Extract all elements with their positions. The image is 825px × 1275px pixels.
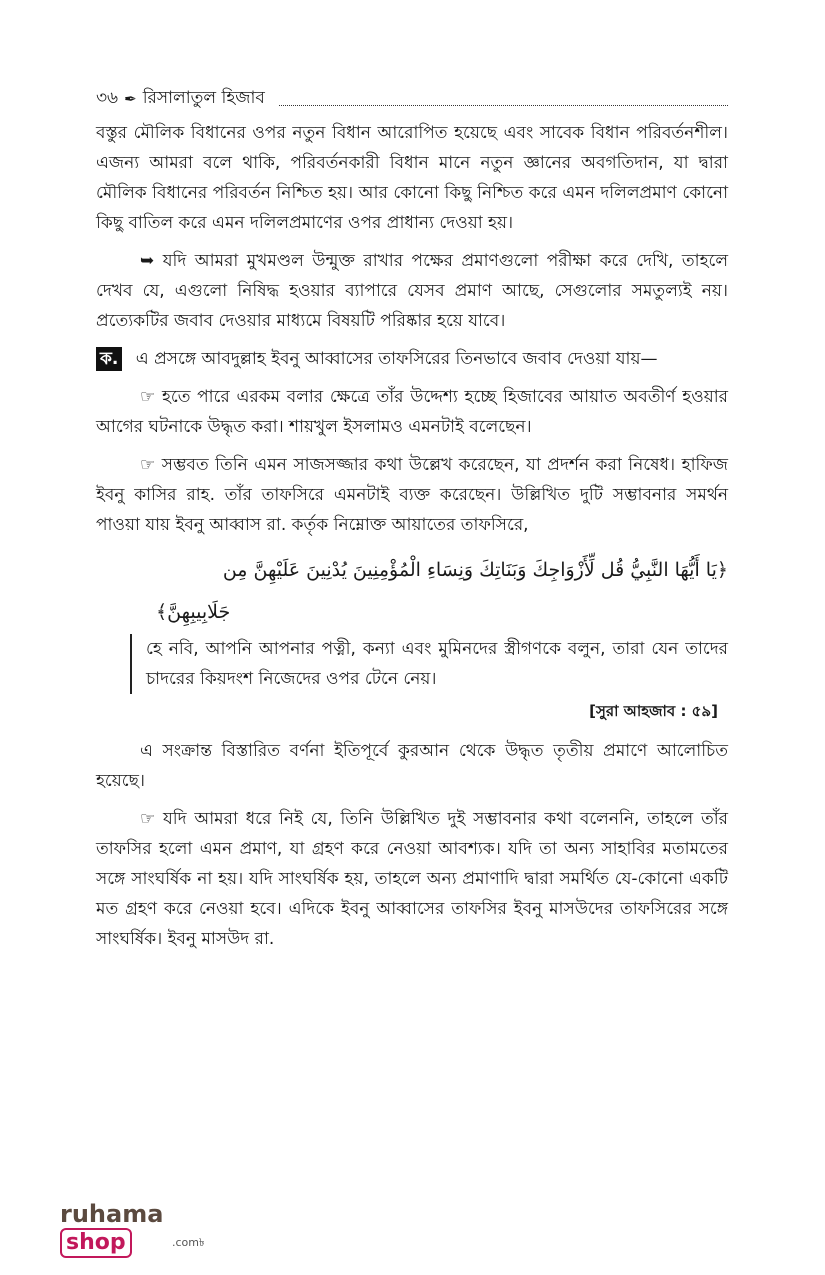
paragraph-7-text: যদি আমরা ধরে নিই যে, তিনি উল্লিখিত দুই সম্ভাবনার কথা বলেননি, তাহলে তাঁর তাফসির হলো এমন প্রমাণ, যা গ্রহণ করে নেওয়া আবশ্যক। যদি তা অন্য সাহাবির মতামতের সঙ্গে সাংঘর্ষিক না হয়। যদি সাংঘর্ষিক হয়, তাহলে অন্য প্রমাণাদি দ্বারা সমর্থিত যে-কোনো একটি মত গ্রহণ করে নেওয়া হবে। এদিকে ইবনু আব্বাসের তাফসির ইবনু মাসউদের তাফসিরের সঙ্গে সাংঘর্ষিক। ইবনু মাসউদ রা. <box>96 809 728 949</box>
arrow-bullet-icon: ➥ <box>140 251 155 271</box>
paragraph-2 <box>96 246 728 336</box>
verse-reference: [সুরা আহজাব : ৫৯] <box>589 702 718 720</box>
header-dotted-rule <box>279 105 728 106</box>
arabic-verse-line-2: جَلَابِيبِهِنَّ﴾ <box>156 601 231 623</box>
logo-brand-text: ruhama <box>60 1200 164 1228</box>
paragraph-3-text: এ প্রসঙ্গে আবদুল্লাহ ইবনু আব্বাসের তাফসিরের তিনভাবে জবাব দেওয়া যায়— <box>135 349 658 369</box>
paragraph-3 <box>96 344 728 374</box>
paragraph-1: বস্তুর মৌলিক বিধানের ওপর নতুন বিধান আরোপিত হয়েছে এবং সাবেক বিধান পরিবর্তনশীল। এজন্য আমরা বলে থাকি, পরিবর্তনকারী বিধান মানে নতুন জ্ঞানের অবগতিদান, যা দ্বারা মৌলিক বিধানের পরিবর্তন নিশ্চিত হয়। আর কোনো কিছু নিশ্চিত করে এমন দলিলপ্রমাণ কোনো কিছু বাতিল করে এমন দলিলপ্রমাণের ওপর প্রাধান্য দেওয়া হয়। <box>96 123 728 233</box>
pointing-hand-icon: ☞ <box>140 387 156 407</box>
paragraph-6: এ সংক্রান্ত বিস্তারিত বর্ণনা ইতিপূর্বে কুরআন থেকে উদ্ধৃত তৃতীয় প্রমাণে আলোচিত হয়েছে। <box>96 741 728 791</box>
running-header <box>96 84 728 114</box>
pen-nib-icon: ✒ <box>124 90 137 108</box>
section-badge: ক. <box>96 347 122 371</box>
paragraph-2-text: যদি আমরা মুখমণ্ডল উন্মুক্ত রাখার পক্ষের প্রমাণগুলো পরীক্ষা করে দেখি, তাহলে দেখব যে, এগুলো নিষিদ্ধ হওয়ার ব্যাপারে যেসব প্রমাণ আছে, সেগুলোর সমতুল্যই নয়। প্রত্যেকটির জবাব দেওয়ার মাধ্যমে বিষয়টি পরিষ্কার হয়ে যাবে। <box>96 251 729 331</box>
arabic-verse-line-1: ﴿يَا أَيُّهَا النَّبِيُّ قُل لِّأَزْوَاجِكَ وَبَنَاتِكَ وَنِسَاءِ الْمُؤْمِنِينَ يُدْنِينَ عَلَيْهِنَّ مِن <box>222 559 728 581</box>
paragraph-4-text: হতে পারে এরকম বলার ক্ষেত্রে তাঁর উদ্দেশ্য হচ্ছে হিজাবের আয়াত অবতীর্ণ হওয়ার আগের ঘটনাকে উদ্ধৃত করা। শায়খুল ইসলামও এমনটাই বলেছেন। <box>96 387 729 437</box>
pointing-hand-icon: ☞ <box>140 809 156 829</box>
verse-translation: হে নবি, আপনি আপনার পত্নী, কন্যা এবং মুমিনদের স্ত্রীগণকে বলুন, তারা যেন তাদের চাদরের কিয়দংশ নিজেদের ওপর টেনে নেয়। <box>130 634 728 694</box>
paragraph-5-text: সম্ভবত তিনি এমন সাজসজ্জার কথা উল্লেখ করেছেন, যা প্রদর্শন করা নিষেধ। হাফিজ ইবনু কাসির রাহ. তাঁর তাফসিরে এমনটাই ব্যক্ত করেছেন। উল্লিখিত দুটি সম্ভাবনার সমর্থন পাওয়া যায় ইবনু আব্বাস রা. কর্তৃক নিম্নোক্ত আয়াতের তাফসিরে, <box>96 455 728 535</box>
pointing-hand-icon: ☞ <box>140 455 156 475</box>
paragraph-5 <box>96 450 728 540</box>
logo-domain-text: .com৳ <box>172 1236 205 1249</box>
paragraph-4 <box>96 382 728 442</box>
book-title: রিসালাতুল হিজাব <box>142 88 265 108</box>
ruhamashop-logo <box>60 1200 220 1255</box>
page-body <box>96 118 728 962</box>
page-number: ৩৬ <box>96 88 119 108</box>
logo-shop-text: shop <box>60 1228 132 1258</box>
paragraph-7 <box>96 804 728 954</box>
